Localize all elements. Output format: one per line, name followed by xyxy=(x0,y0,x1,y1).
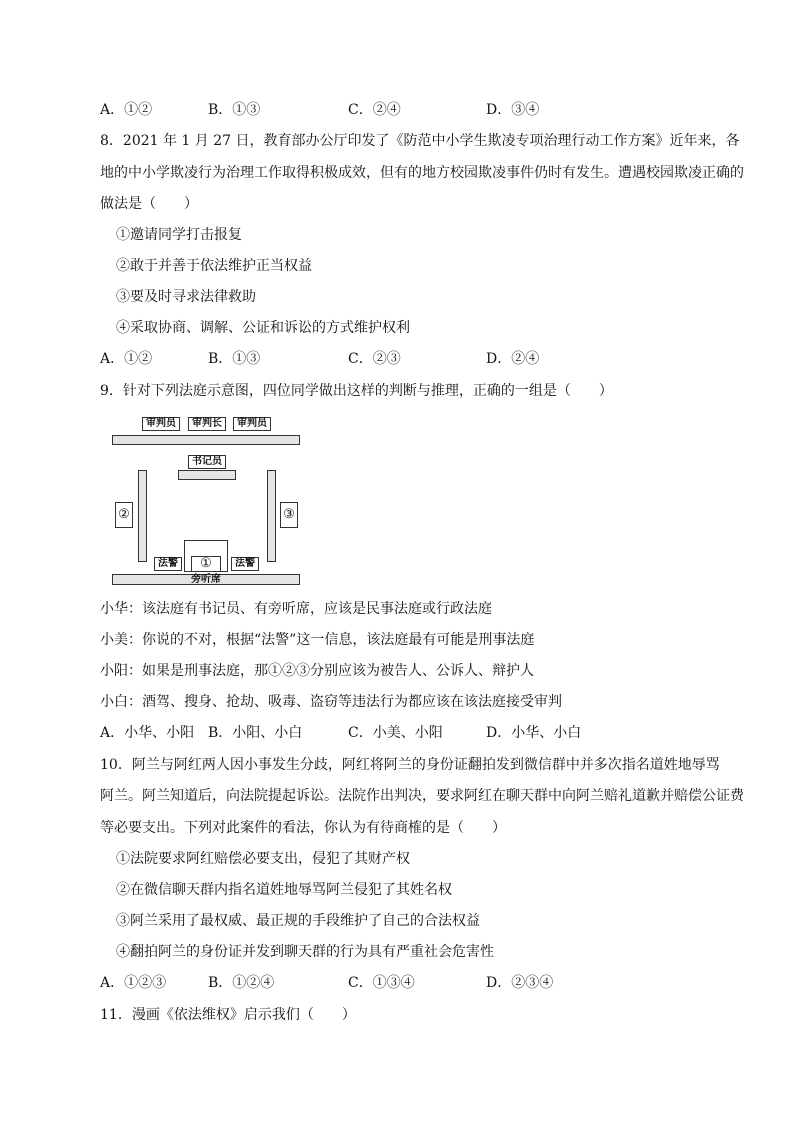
q9-option-d: D．小华、小白 xyxy=(486,725,582,741)
diagram-gallery xyxy=(112,574,300,585)
diagram-left-desk xyxy=(138,470,147,562)
q10-item-1: ①法院要求阿红赔偿必要支出，侵犯了其财产权 xyxy=(116,851,410,867)
q9-statement-2: 小美：你说的不对，根据“法警”这一信息，该法庭最有可能是刑事法庭 xyxy=(100,632,535,648)
q8-option-a: A．①② xyxy=(100,351,153,367)
q10-option-d: D．②③④ xyxy=(486,975,554,991)
q8-option-b: B．①③ xyxy=(208,351,261,367)
q10-option-c: C．①③④ xyxy=(348,975,415,991)
diagram-gallery-label: 旁听席 xyxy=(191,574,221,585)
diagram-police-left: 法警 xyxy=(154,557,182,571)
q8-stem-line-2: 地的中小学欺凌行为治理工作取得积极成效，但有的地方校园欺凌事件仍时有发生。遭遇校园欺凌正确的 xyxy=(100,165,744,181)
diagram-bench xyxy=(112,435,300,445)
q9-option-c: C．小美、小阳 xyxy=(348,725,443,741)
q10-item-3: ③阿兰采用了最权威、最正规的手段维护了自己的合法权益 xyxy=(116,913,480,929)
q10-stem-line-2: 阿兰。阿兰知道后，向法院提起诉讼。法院作出判决，要求阿红在聊天群中向阿兰赔礼道歉并赔偿公证费 xyxy=(100,788,744,804)
diagram-position-3: ③ xyxy=(280,502,298,528)
q7-option-b: B．①③ xyxy=(208,102,261,118)
courtroom-diagram xyxy=(112,414,304,588)
diagram-judge-right: 审判员 xyxy=(233,417,271,431)
q8-stem-line-1: 8．2021 年 1 月 27 日，教育部办公厅印发了《防范中小学生欺凌专项治理行动工作方案》近年来，各 xyxy=(100,133,740,149)
diagram-police-right: 法警 xyxy=(231,557,259,571)
q8-item-2: ②敢于并善于依法维护正当权益 xyxy=(116,258,312,274)
q10-stem-line-1: 10．阿兰与阿红两人因小事发生分歧，阿红将阿兰的身份证翻拍发到微信群中并多次指名道姓地辱骂 xyxy=(100,757,720,773)
diagram-clerk: 书记员 xyxy=(188,455,226,469)
diagram-clerk-desk xyxy=(178,470,236,480)
q10-options xyxy=(100,973,620,993)
q8-option-c: C．②③ xyxy=(348,351,401,367)
q10-item-2: ②在微信聊天群内指名道姓地辱骂阿兰侵犯了其姓名权 xyxy=(116,882,452,898)
q7-option-c: C．②④ xyxy=(348,102,401,118)
q9-stem: 9．针对下列法庭示意图，四位同学做出这样的判断与推理，正确的一组是（ ） xyxy=(100,383,613,399)
q8-options xyxy=(100,349,620,369)
q10-option-a: A．①②③ xyxy=(100,975,167,991)
diagram-chief-judge: 审判长 xyxy=(188,417,226,431)
q8-item-1: ①邀请同学打击报复 xyxy=(116,227,242,243)
q7-option-d: D．③④ xyxy=(486,102,540,118)
q8-item-4: ④采取协商、调解、公证和诉讼的方式维护权利 xyxy=(116,320,410,336)
q10-stem-line-3: 等必要支出。下列对此案件的看法，你认为有待商榷的是（ ） xyxy=(100,820,506,836)
q8-option-d: D．②④ xyxy=(486,351,540,367)
diagram-right-desk xyxy=(267,470,276,562)
q9-statement-4: 小白：酒驾、搜身、抢劫、吸毒、盗窃等违法行为都应该在该法庭接受审判 xyxy=(100,694,562,710)
q7-option-a: A．①② xyxy=(100,102,153,118)
q8-stem-line-3: 做法是（ ） xyxy=(100,196,198,212)
q9-statement-1: 小华：该法庭有书记员、有旁听席，应该是民事法庭或行政法庭 xyxy=(100,601,492,617)
q9-options xyxy=(100,723,620,743)
q7-options xyxy=(100,100,620,120)
diagram-position-2: ② xyxy=(115,502,133,528)
q10-item-4: ④翻拍阿兰的身份证并发到聊天群的行为具有严重社会危害性 xyxy=(116,944,494,960)
q9-option-b: B．小阳、小白 xyxy=(208,725,303,741)
diagram-judge-left: 审判员 xyxy=(142,417,180,431)
q9-statement-3: 小阳：如果是刑事法庭，那①②③分别应该为被告人、公诉人、辩护人 xyxy=(100,663,534,679)
q8-item-3: ③要及时寻求法律救助 xyxy=(116,289,256,305)
q9-option-a: A．小华、小阳 xyxy=(100,725,195,741)
q10-option-b: B．①②④ xyxy=(208,975,275,991)
q11-stem: 11．漫画《依法维权》启示我们（ ） xyxy=(100,1007,356,1023)
diagram-position-1: ① xyxy=(191,556,221,572)
